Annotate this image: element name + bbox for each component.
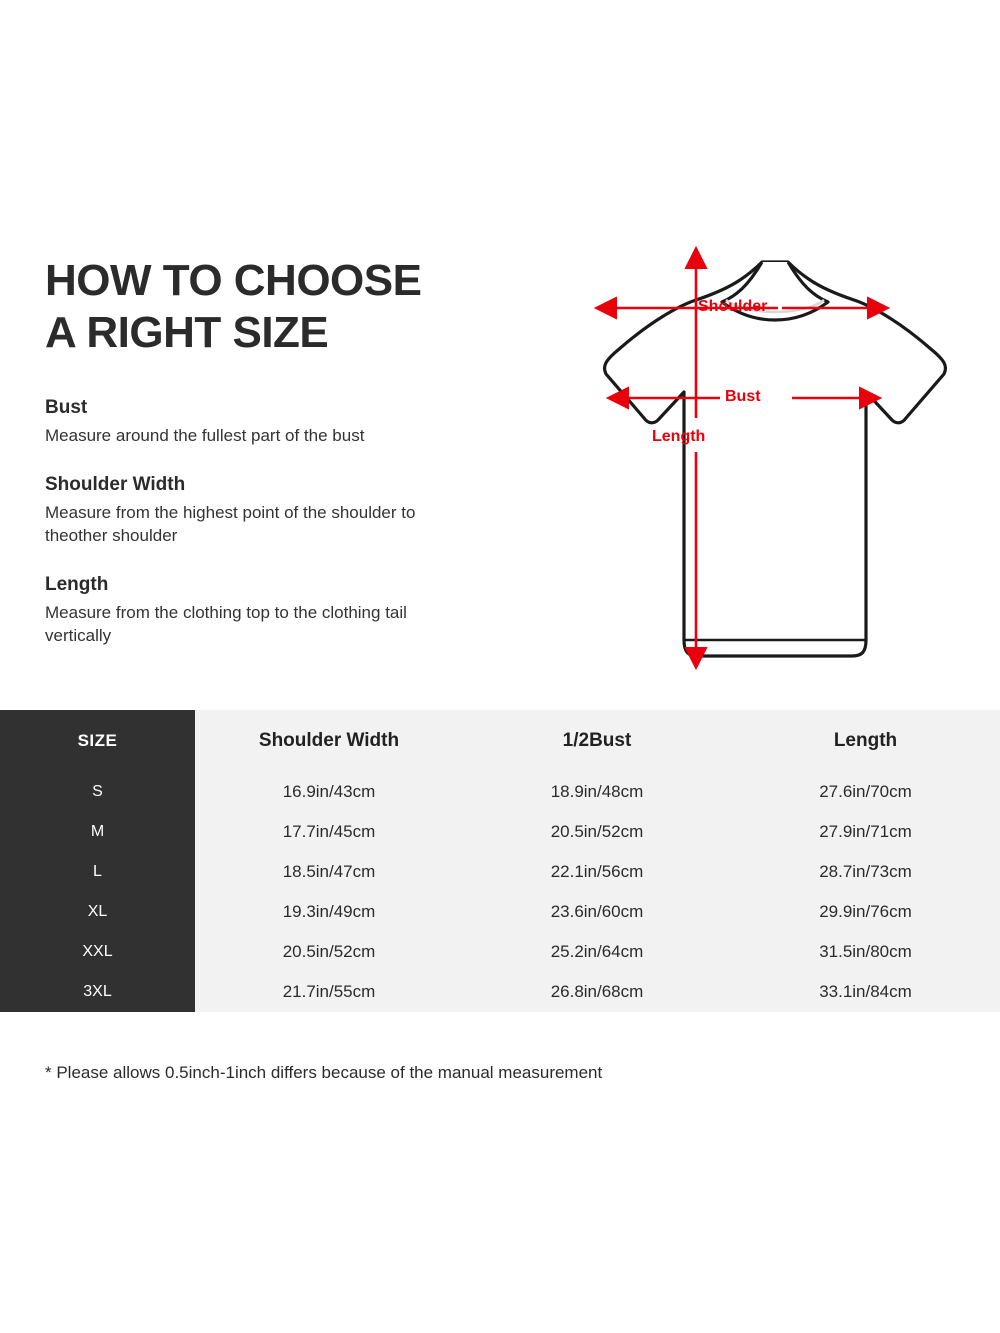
definition-description: Measure around the fullest part of the bust <box>45 425 365 445</box>
cell-shoulder-width: 18.5in/47cm <box>195 852 463 892</box>
cell-size: XXL <box>0 932 195 972</box>
instructions-column <box>45 255 485 648</box>
table-header-row <box>0 710 1000 772</box>
cell-half-bust: 18.9in/48cm <box>463 772 731 812</box>
cell-half-bust: 23.6in/60cm <box>463 892 731 932</box>
cell-size: L <box>0 852 195 892</box>
size-chart-header <box>0 710 1000 772</box>
cell-length: 29.9in/76cm <box>731 892 1000 932</box>
cell-length: 27.6in/70cm <box>731 772 1000 812</box>
cell-shoulder-width: 16.9in/43cm <box>195 772 463 812</box>
column-header-shoulder-width: Shoulder Width <box>195 710 463 772</box>
page-title-line-2: A RIGHT SIZE <box>45 307 329 357</box>
definition-description: Measure from the clothing top to the clothing tail vertically <box>45 602 407 645</box>
definition-term: Shoulder Width <box>45 473 186 495</box>
cell-length: 28.7in/73cm <box>731 852 1000 892</box>
cell-size: XL <box>0 892 195 932</box>
cell-shoulder-width: 21.7in/55cm <box>195 972 463 1012</box>
bust-dimension-label: Bust <box>725 388 761 405</box>
cell-size: 3XL <box>0 972 195 1012</box>
page-title-line-1: HOW TO CHOOSE <box>45 256 422 305</box>
cell-shoulder-width: 20.5in/52cm <box>195 932 463 972</box>
cell-shoulder-width: 19.3in/49cm <box>195 892 463 932</box>
cell-half-bust: 25.2in/64cm <box>463 932 731 972</box>
table-row <box>0 972 1000 1012</box>
definition-shoulder-width <box>45 474 485 548</box>
cell-length: 31.5in/80cm <box>731 932 1000 972</box>
length-dimension-label: Length <box>652 428 706 445</box>
size-chart-table <box>0 710 1000 1012</box>
cell-half-bust: 22.1in/56cm <box>463 852 731 892</box>
column-header-length: Length <box>731 710 1000 772</box>
table-row <box>0 852 1000 892</box>
measurement-footnote: * Please allows 0.5inch-1inch differs because of the manual measurement <box>45 1063 603 1082</box>
page-title <box>45 255 485 359</box>
definition-term: Length <box>45 573 109 595</box>
table-row <box>0 932 1000 972</box>
definition-term: Bust <box>45 396 88 418</box>
table-row <box>0 772 1000 812</box>
size-chart-table-wrapper <box>0 710 1000 1030</box>
cell-length: 27.9in/71cm <box>731 812 1000 852</box>
column-header-size: SIZE <box>0 710 195 772</box>
cell-half-bust: 26.8in/68cm <box>463 972 731 1012</box>
definition-description: Measure from the highest point of the shoulder to theother shoulder <box>45 502 416 545</box>
tshirt-measurement-diagram <box>500 240 970 690</box>
table-row <box>0 892 1000 932</box>
definition-length <box>45 574 485 648</box>
shoulder-dimension-label: Shoulder <box>698 298 768 315</box>
column-header-half-bust: 1/2Bust <box>463 710 731 772</box>
table-row <box>0 812 1000 852</box>
definition-bust <box>45 397 485 448</box>
cell-half-bust: 20.5in/52cm <box>463 812 731 852</box>
cell-size: S <box>0 772 195 812</box>
cell-size: M <box>0 812 195 852</box>
cell-length: 33.1in/84cm <box>731 972 1000 1012</box>
cell-shoulder-width: 17.7in/45cm <box>195 812 463 852</box>
size-chart-body <box>0 772 1000 1012</box>
